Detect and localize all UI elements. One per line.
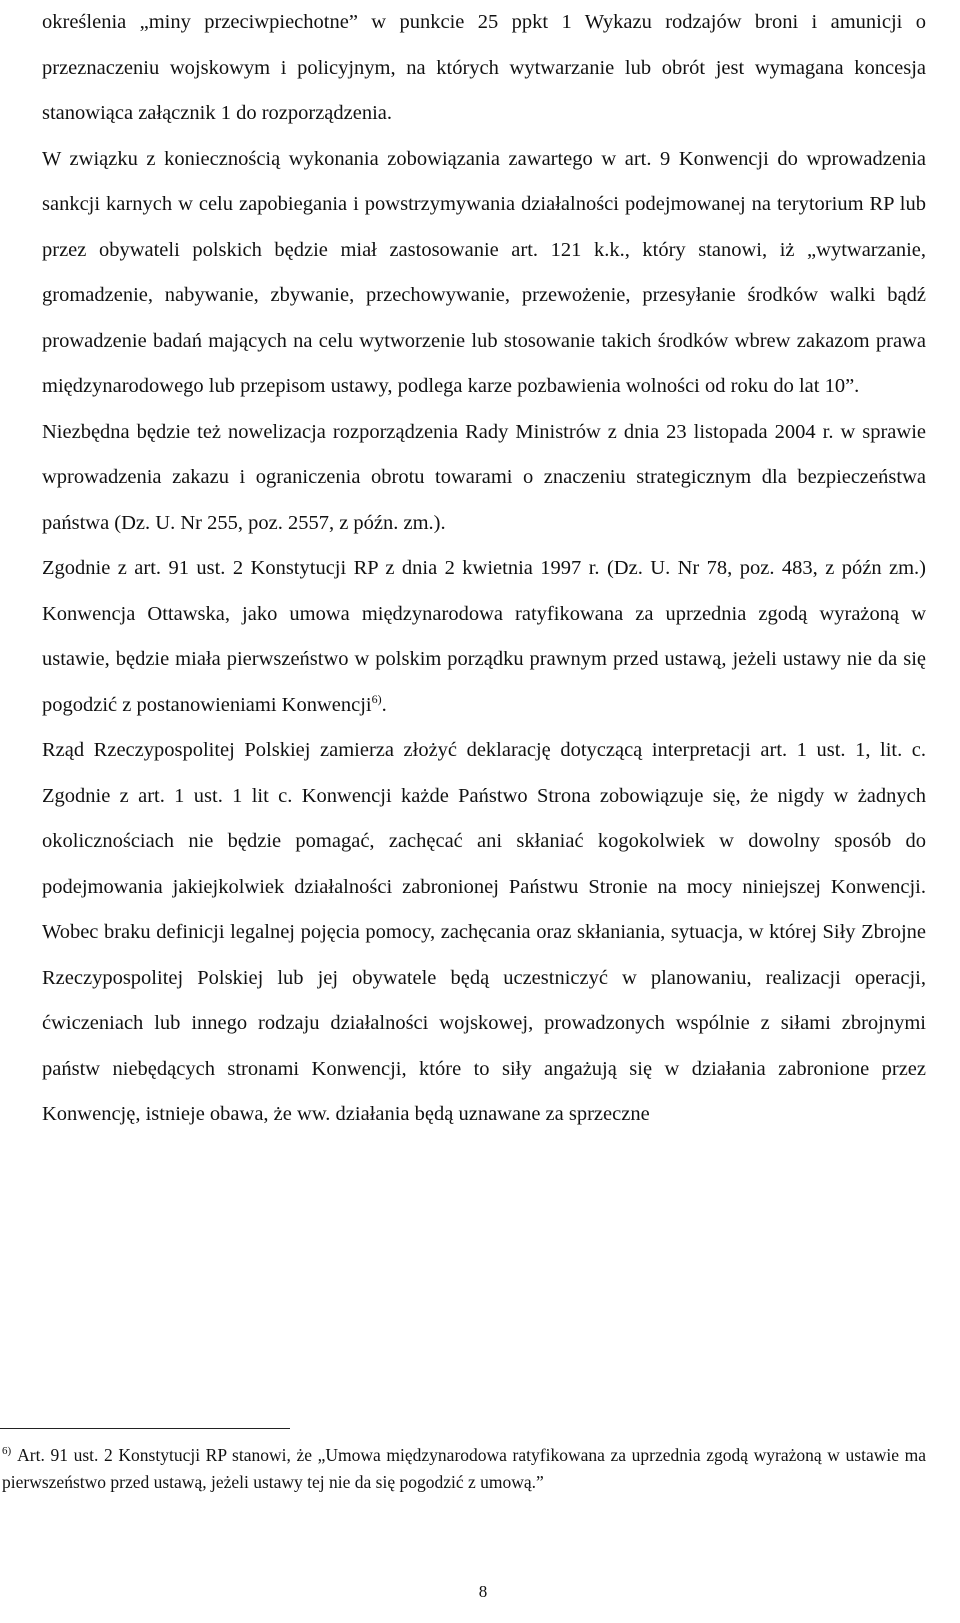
paragraph-4-end: . — [381, 693, 387, 716]
paragraph-4 — [42, 546, 926, 728]
paragraph-4-text: Zgodnie z art. 91 ust. 2 Konstytucji RP z dnia 2 kwietnia 1997 r. (Dz. U. Nr 78, poz. 483, z późn zm.) Konwencja Ottawska, jako umowa międzynarodowa ratyfikowana za uprzednia zgodą wyrażoną w ustawie, będzie miała pierwszeństwo w polskim porządku prawnym przed ustawą, jeżeli ustawy nie da się pogodzić z postanowieniami Konwencji — [42, 557, 926, 716]
footnote-text: Art. 91 ust. 2 Konstytucji RP stanowi, że „Umowa międzynarodowa ratyfikowana za uprzednia zgodą wyrażoną w ustawie ma pierwszeństwo przed ustawą, jeżeli ustawy tej nie da się pogodzić z umową.” — [2, 1445, 926, 1492]
footnote-reference: 6) — [371, 691, 382, 706]
body-text — [42, 0, 926, 1138]
footnote-separator — [0, 1428, 290, 1429]
footnote — [2, 1442, 926, 1496]
paragraph-2: W związku z koniecznością wykonania zobowiązania zawartego w art. 9 Konwencji do wprowadzenia sankcji karnych w celu zapobiegania i powstrzymywania działalności podejmowanej na terytorium RP lub przez obywateli polskich będzie miał zastosowanie art. 121 k.k., który stanowi, iż „wytwarzanie, gromadzenie, nabywanie, zbywanie, przechowywanie, przewożenie, przesyłanie środków walki bądź prowadzenie badań mających na celu wytworzenie lub stosowanie takich środków wbrew zakazom prawa międzynarodowego lub przepisom ustawy, podlega karze pozbawienia wolności od roku do lat 10”. — [42, 147, 926, 397]
page-number: 8 — [478, 1582, 488, 1601]
footnote-marker: 6) — [2, 1445, 12, 1458]
paragraph-1: określenia „miny przeciwpiechotne” w punkcie 25 ppkt 1 Wykazu rodzajów broni i amunicji o przeznaczeniu wojskowym i policyjnym, na których wytwarzanie lub obrót jest wymagana koncesja stanowiąca załącznik 1 do rozporządzenia. — [42, 11, 926, 124]
paragraph-3: Niezbędna będzie też nowelizacja rozporządzenia Rady Ministrów z dnia 23 listopada 2004 r. w sprawie wprowadzenia zakazu i ograniczenia obrotu towarami o znaczeniu strategicznym dla bezpieczeństwa państwa (Dz. U. Nr 255, poz. 2557, z późn. zm.). — [42, 420, 926, 534]
paragraph-5: Rząd Rzeczypospolitej Polskiej zamierza złożyć deklarację dotyczącą interpretacji art. 1 ust. 1, lit. c. Zgodnie z art. 1 ust. 1 lit c. Konwencji każde Państwo Strona zobowiązuje się, że nigdy w żadnych okolicznościach nie będzie pomagać, zachęcać ani skłaniać kogokolwiek w dowolny sposób do podejmowania jakiejkolwiek działalności zabronionej Państwu Stronie na mocy niniejszej Konwencji. Wobec braku definicji legalnej pojęcia pomocy, zachęcania oraz skłaniania, sytuacja, w której Siły Zbrojne Rzeczypospolitej Polskiej lub jej obywatele będą uczestniczyć w planowaniu, realizacji operacji, ćwiczeniach lub innego rodzaju działalności wojskowej, prowadzonych wspólnie z siłami zbrojnymi państw niebędących stronami Konwencji, które to siły angażują się w działania zabronione przez Konwencję, istnieje obawa, że ww. działania będą uznawane za sprzeczne — [42, 739, 926, 1125]
